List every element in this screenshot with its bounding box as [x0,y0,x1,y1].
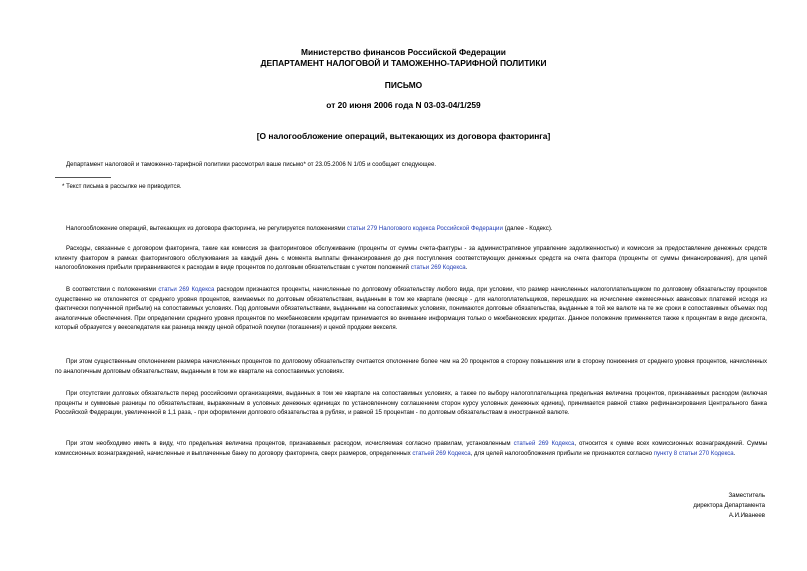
paragraph-1-text-end: (далее - Кодекс). [502,225,553,232]
paragraph-1-text: Налогообложение операций, вытекающих из договора факторинга, не регулируется положениями [66,225,347,232]
paragraph-6 [55,439,767,458]
link-article-279[interactable]: статьи 279 Налогового кодекса Российской Федерации [346,225,503,232]
link-article-269[interactable]: статьи 269 Кодекса [158,286,215,293]
document-subject: [О налогообложение операций, вытекающих из договора факторинга] [256,131,551,141]
paragraph-3-text: В соответствии с положениями [66,286,159,293]
department-title: ДЕПАРТАМЕНТ НАЛОГОВОЙ И ТАМОЖЕННО-ТАРИФНОЙ ПОЛИТИКИ [260,58,547,68]
paragraph-5: При отсутствии долговых обязательств перед российскими организациями, выданных в том же квартале на сопоставимых условиях, а также по выбору налогоплательщика предельная величина процентов, признаваемых расходом (включая проценты и суммовые разницы по обязательствам, выраженным в условных денежных единицах по установленному соглашением сторон курсу условных денежных единиц), принимается равной ставке рефинансирования Центрального банка Российской Федерации, увеличенной в 1,1 раза, - при оформлении долгового обязательства в рублях, и равной 15 процентам - по долговым обязательствам в иностранной валюте. [55,390,767,417]
paragraph-3 [55,285,767,333]
intro-paragraph: Департамент налоговой и таможенно-тарифной политики рассмотрел ваше письмо* от 23.05.2006 N 1/05 и сообщает следующее. [66,161,437,168]
signature-role: Заместитель [728,492,765,499]
document-type: ПИСЬМО [384,80,423,90]
paragraph-6-text-mid: , относится к сумме всех комиссионных вознаграждений. Суммы комиссионных вознаграждений, начисленные и выплаченные банку по договору факторинга, сверх размеров, определенных [55,440,768,457]
paragraph-3-text-end: расходом признаются проценты, начисленные по долговому обязательству любого вида, при условии, что размер начисленных налогоплательщиком по долговому обязательству процентов существенно не отклоняется от среднего уровня процентов, взимаемых по долговым обязательствам, выданным в том же квартале (месяце - для налогоплательщиков, перешедших на исчисление ежемесячных авансовых платежей исходя из фактически полученной прибыли) на сопоставимых условиях. Под долговыми обязательствами, выданными на сопоставимых условиях, понимаются долговые обязательства, выданные в той же валюте на те же сроки в сопоставимых объемах под аналогичные обеспечения. При определении среднего уровня процентов по межбанковским кредитам принимается во внимание информация только о межбанковских кредитах. Данное положение применяется также к процентам в виде дисконта, который образуется у векселедателя как разница между ценой обратной покупки (погашения) и ценой продажи векселя. [55,286,767,332]
paragraph-2-text-end: . [465,264,468,272]
paragraph-4: При этом существенным отклонением размера начисленных процентов по долговому обязательству считается отклонение более чем на 20 процентов в сторону повышения или в сторону понижения от среднего уровня процентов, начисленных по аналогичным долговым обязательствам, выданным в том же квартале на сопоставимых условиях. [55,358,767,375]
paragraph-2 [55,244,767,273]
paragraph-6-text-end: . [733,449,736,457]
link-article-269[interactable]: статьи 269 Кодекса [410,264,466,272]
paragraph-6-text: При этом необходимо иметь в виду, что предельная величина процентов, признаваемых расходом, исчисляемая согласно правилам, установленным [66,440,514,447]
signature-org: директора Департамента [693,502,765,509]
ministry-title: Министерство финансов Российской Федерации [301,47,506,57]
link-article-269[interactable]: статьей 269 Кодекса [412,449,471,457]
paragraph-2-text: Расходы, связанные с договором факторинга, такие как комиссия за факторинговое обслуживание (проценты от суммы счета-фактуры - за административное управление задолженностью) и комиссия за предоставление денежных средств клиенту фактором в рамках факторингового обслуживания за каждый день с момента выплаты финансирования до дня поступления соответствующих денежных средств на счета фактора (проценты от суммы финансирования), для целей налогообложения прибыли приравниваются к расходам в виде процентов по долговым обязательствам с учетом положений [55,245,767,272]
footnote: * Текст письма в рассылке не приводится. [62,183,182,190]
signature-name: А.И.Иванеев [728,512,765,519]
paragraph-1 [55,224,767,234]
document-date-number: от 20 июня 2006 года N 03-03-04/1/259 [326,100,481,110]
link-article-270-item-8[interactable]: пункту 8 статьи 270 Кодекса [653,449,734,457]
paragraph-6-text-mid2: , для целей налогообложения прибыли не признаются согласно [470,449,654,457]
footnote-divider [55,177,111,178]
link-article-269[interactable]: статьей 269 Кодекса [513,440,575,447]
